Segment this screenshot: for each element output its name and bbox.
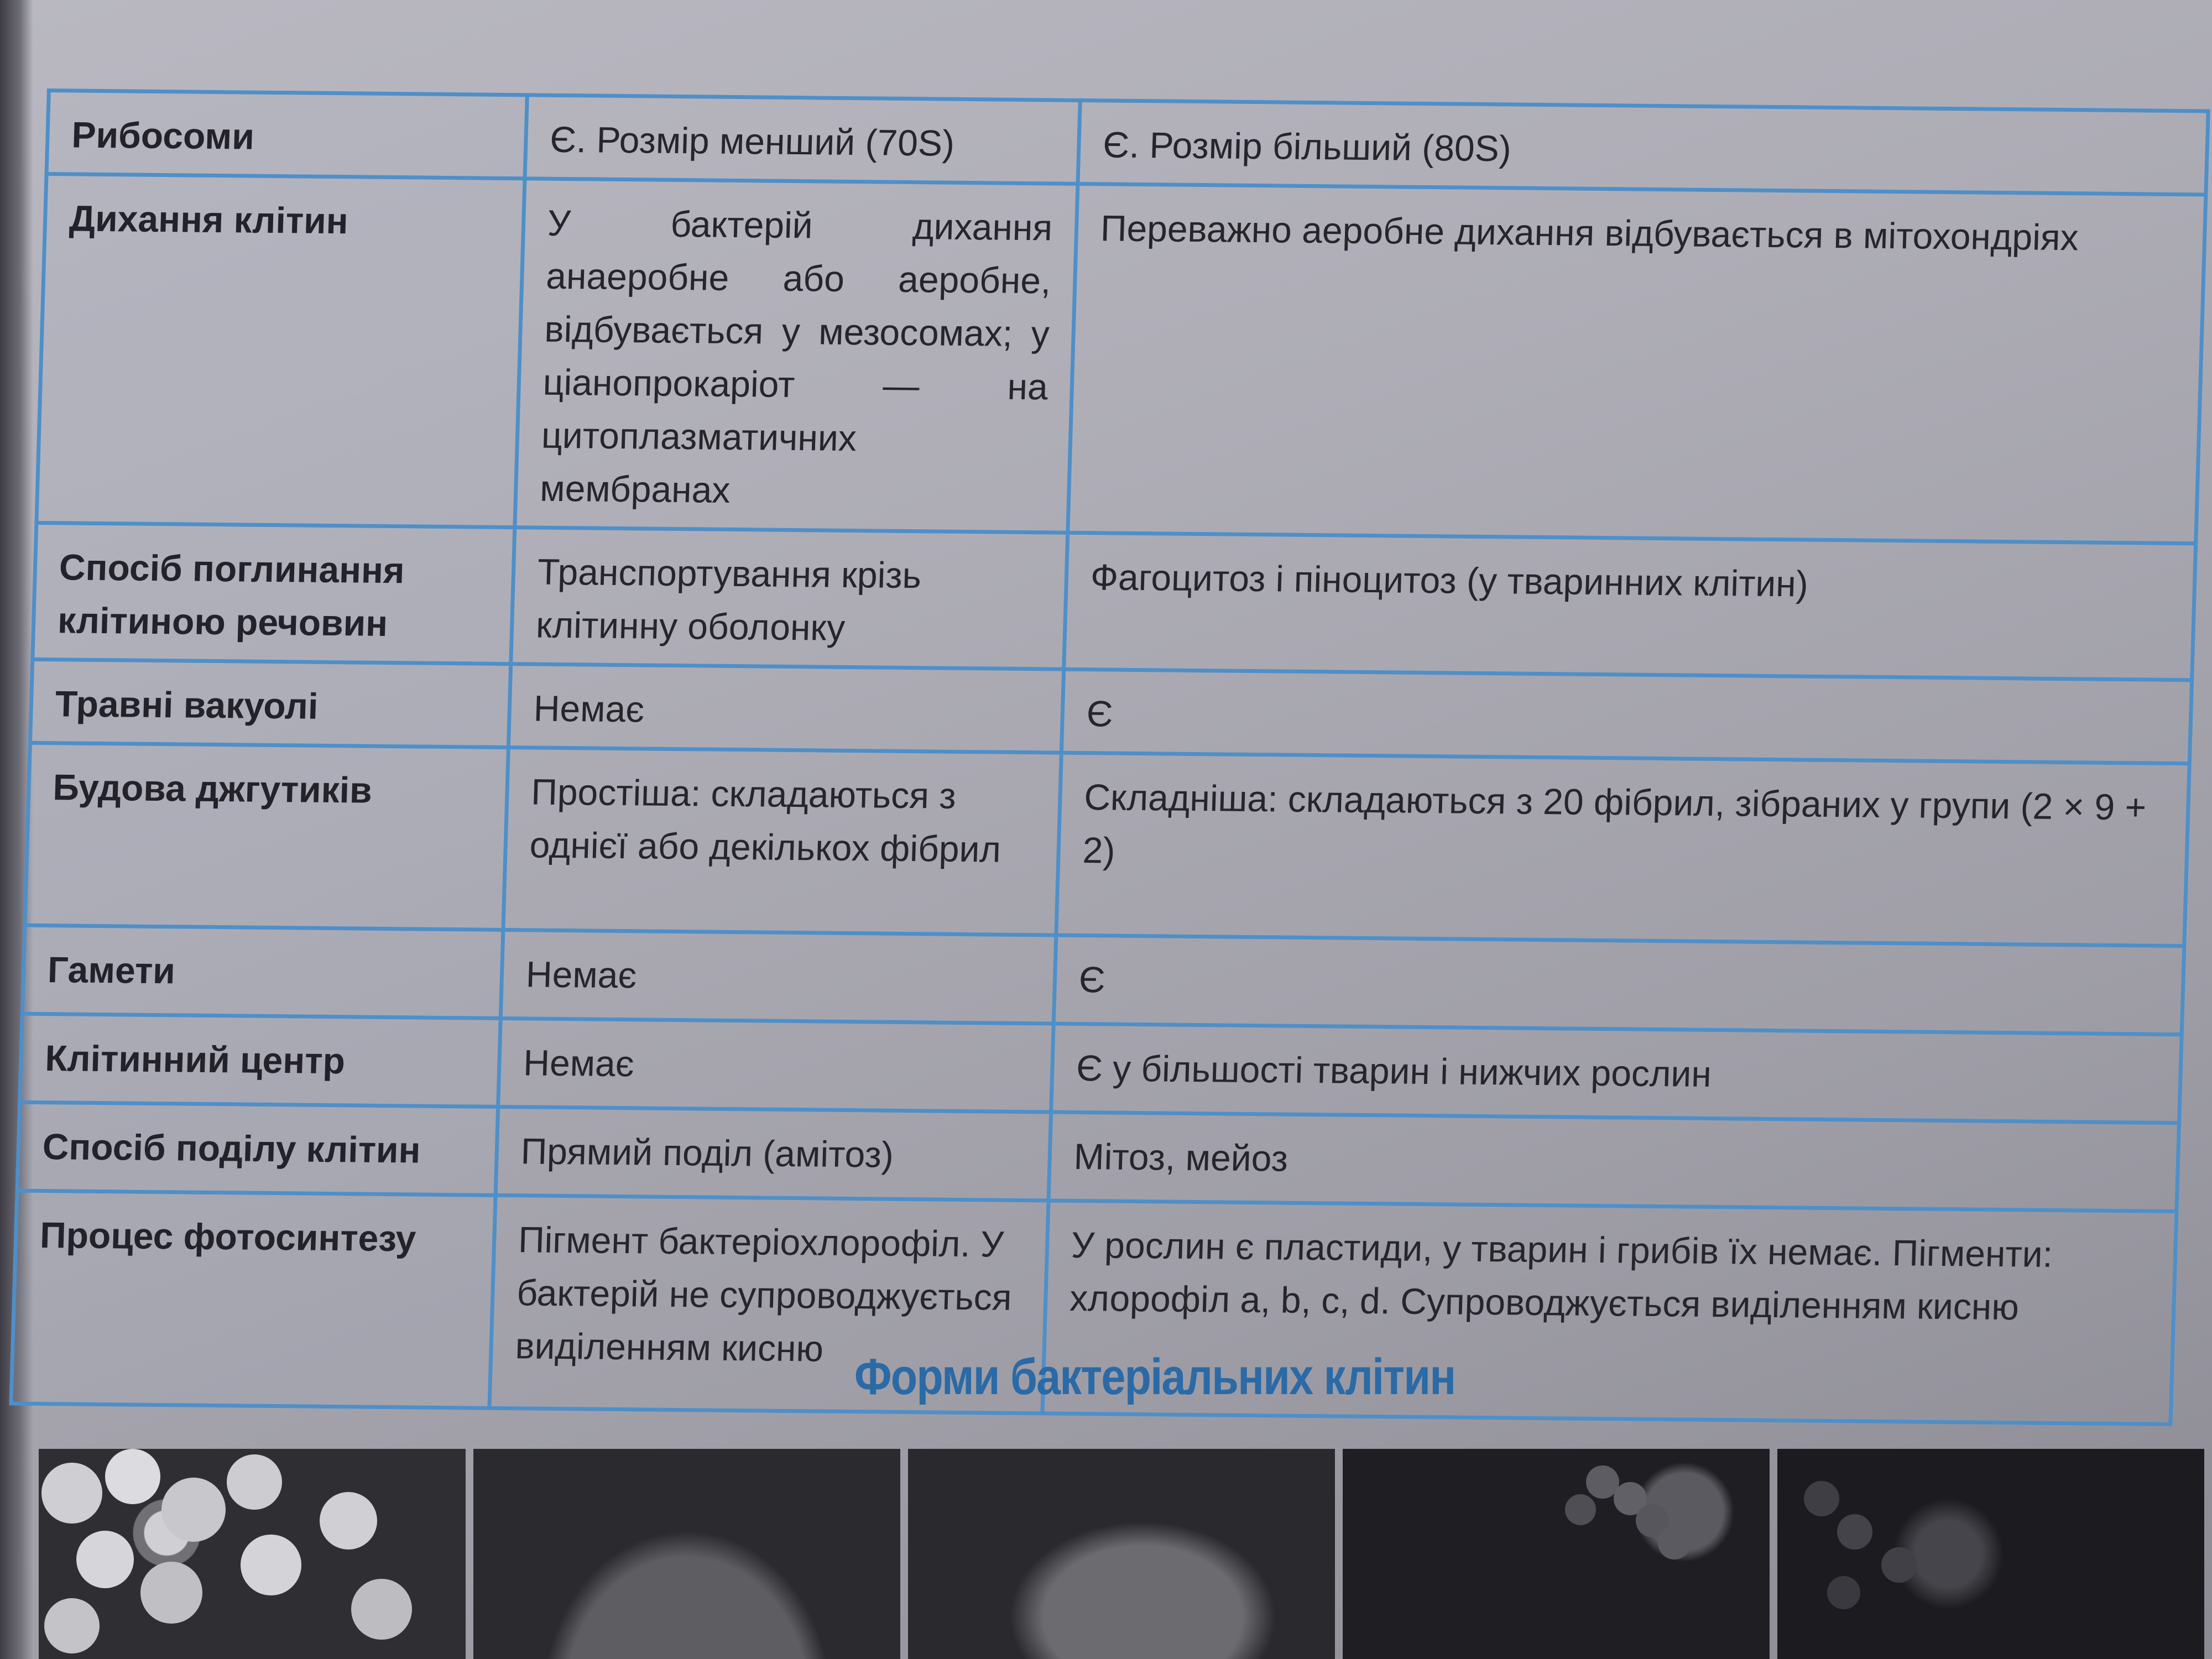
- prokaryote-cell: Немає: [498, 1018, 1054, 1112]
- eukaryote-cell: Складніша: складаються з 20 фібрил, зібраних у групи (2 × 9 + 2): [1056, 753, 2189, 946]
- bacteria-micrograph: [473, 1449, 900, 1659]
- table-row: [36, 174, 2206, 543]
- feature-cell: Травні вакуолі: [30, 659, 510, 747]
- prokaryote-cell: Прямий поділ (амітоз): [495, 1107, 1051, 1201]
- feature-cell: Будова джгутиків: [25, 743, 508, 930]
- eukaryote-cell: Фагоцитоз і піноцитоз (у тваринних клітин): [1064, 533, 2196, 680]
- prokaryote-cell: Транспортування крізь клітинну оболонку: [511, 528, 1068, 670]
- eukaryote-cell: У рослин є пластиди, у тварин і грибів їх немає. Пігменти: хлорофіл a, b, c, d. Супроводжується виділенням кисню: [1042, 1201, 2177, 1424]
- feature-cell: Дихання клітин: [36, 174, 525, 527]
- eukaryote-cell: Є. Розмір більший (80S): [1078, 100, 2208, 195]
- eukaryote-cell: Є: [1061, 669, 2192, 764]
- bacteria-micrograph: [39, 1449, 466, 1659]
- comparison-table-wrapper: [12, 88, 2206, 1369]
- bacteria-photo-strip: [39, 1449, 2212, 1659]
- eukaryote-cell: Є у більшості тварин і нижчих рослин: [1051, 1024, 2182, 1123]
- section-title: Форми бактеріальних клітин: [854, 1349, 1455, 1405]
- bacteria-micrograph: [908, 1449, 1335, 1659]
- prokaryote-eukaryote-comparison-table: [9, 88, 2210, 1426]
- feature-cell: Клітинний центр: [20, 1014, 501, 1107]
- cocci-illustration: [39, 1449, 466, 1659]
- prokaryote-cell: У бактерій дихання анаеробне або аеробне, відбувається у мезосомах; у ціанопрокаріот — на цитоплазматичних мембранах: [515, 179, 1078, 533]
- prokaryote-cell: Простіша: складаються з однієї або декількох фібрил: [503, 748, 1061, 936]
- prokaryote-cell: Є. Розмір менший (70S): [525, 95, 1080, 184]
- feature-cell: Рибосоми: [46, 91, 527, 179]
- bacteria-micrograph: [1343, 1449, 1770, 1659]
- table-row: [25, 743, 2189, 946]
- eukaryote-cell: Переважно аеробне дихання відбувається в мітохондріях: [1068, 184, 2206, 543]
- feature-cell: Процес фотосинтезу: [11, 1191, 495, 1408]
- eukaryote-cell: Є: [1053, 935, 2184, 1035]
- feature-cell: Спосіб поглинання клітиною речовин: [33, 523, 515, 664]
- table-row: [33, 523, 2196, 680]
- streptococci-illustration: [1343, 1449, 1770, 1659]
- eukaryote-cell: Мітоз, мейоз: [1048, 1112, 2179, 1212]
- feature-cell: Спосіб поділу клітин: [17, 1102, 498, 1195]
- prokaryote-cell: Немає: [500, 930, 1056, 1024]
- feature-cell: Гамети: [22, 925, 503, 1018]
- bacteria-micrograph: [1777, 1449, 2204, 1659]
- diplococci-illustration: [1777, 1449, 2204, 1659]
- prokaryote-cell: Немає: [508, 664, 1063, 753]
- prokaryote-cell: Пігмент бактеріохлорофіл. У бактерій не супроводжується виділенням кисню: [489, 1195, 1048, 1413]
